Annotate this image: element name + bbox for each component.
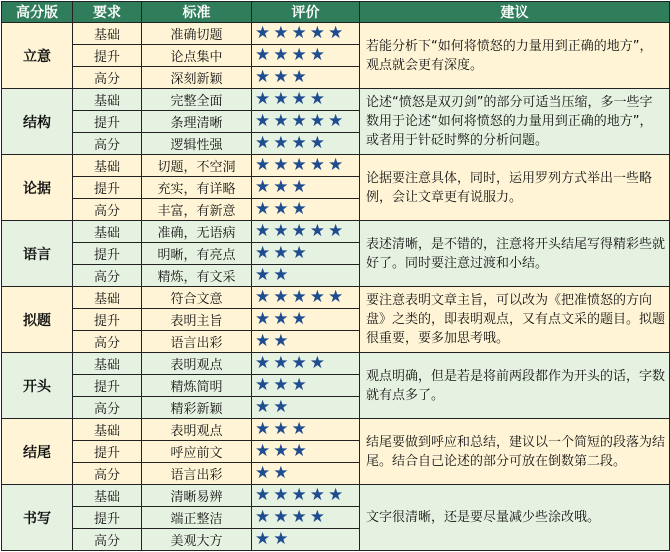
level-cell: 提升 [73, 507, 142, 529]
star-icon: ★ [255, 155, 271, 175]
star-icon: ★ [273, 309, 289, 329]
rating-cell [252, 441, 360, 463]
category-cell: 结构 [2, 89, 73, 155]
star-icon: ★ [309, 485, 325, 505]
standard-cell: 完整全面 [142, 89, 252, 111]
standard-cell: 条理清晰 [142, 111, 252, 133]
standard-cell: 表明观点 [142, 353, 252, 375]
star-icon: ★ [255, 111, 271, 131]
level-cell: 高分 [73, 199, 142, 221]
standard-cell: 切题，不空洞 [142, 155, 252, 177]
star-icon: ★ [291, 155, 307, 175]
star-icon: ★ [291, 353, 307, 373]
rating-cell [252, 331, 360, 353]
rating-cell [252, 111, 360, 133]
level-cell: 提升 [73, 375, 142, 397]
rating-cell [252, 507, 360, 529]
level-cell: 提升 [73, 177, 142, 199]
star-icon: ★ [309, 353, 325, 373]
star-icon: ★ [291, 89, 307, 109]
level-cell: 基础 [73, 155, 142, 177]
level-cell: 基础 [73, 485, 142, 507]
standard-cell: 精炼简明 [142, 375, 252, 397]
category-cell: 语言 [2, 221, 73, 287]
star-icon: ★ [291, 133, 307, 153]
star-icon: ★ [328, 287, 344, 307]
table-row [2, 221, 670, 243]
advice-cell: 论据要注意具体，同时，运用罗列方式举出一些略例，会让文章更有说服力。 [360, 155, 670, 221]
star-icon: ★ [309, 155, 325, 175]
star-icon: ★ [273, 45, 289, 65]
standard-cell: 符合文意 [142, 287, 252, 309]
star-icon: ★ [291, 243, 307, 263]
star-icon: ★ [255, 243, 271, 263]
standard-cell: 准确，无语病 [142, 221, 252, 243]
star-icon: ★ [273, 507, 289, 527]
star-icon: ★ [255, 441, 271, 461]
advice-cell: 结尾要做到呼应和总结，建议以一个简短的段落为结尾。结合自己论述的部分可放在倒数第二段。 [360, 419, 670, 485]
standard-cell: 清晰易辨 [142, 485, 252, 507]
star-icon: ★ [255, 287, 271, 307]
standard-cell: 深刻新颖 [142, 67, 252, 89]
star-icon: ★ [291, 375, 307, 395]
star-icon: ★ [255, 353, 271, 373]
category-cell: 书写 [2, 485, 73, 551]
level-cell: 高分 [73, 331, 142, 353]
rating-cell [252, 45, 360, 67]
level-cell: 基础 [73, 221, 142, 243]
star-icon: ★ [291, 441, 307, 461]
level-cell: 提升 [73, 441, 142, 463]
rating-cell [252, 309, 360, 331]
star-icon: ★ [255, 67, 271, 87]
level-cell: 基础 [73, 23, 142, 45]
level-cell: 基础 [73, 89, 142, 111]
star-icon: ★ [291, 309, 307, 329]
table-body [2, 23, 670, 551]
standard-cell: 呼应前文 [142, 441, 252, 463]
table-row [2, 89, 670, 111]
star-icon: ★ [309, 111, 325, 131]
star-icon: ★ [328, 155, 344, 175]
star-icon: ★ [255, 507, 271, 527]
header-standard: 标准 [142, 2, 252, 23]
star-icon: ★ [328, 111, 344, 131]
rating-cell [252, 485, 360, 507]
star-icon: ★ [255, 463, 271, 483]
star-icon: ★ [273, 529, 289, 549]
star-icon: ★ [273, 111, 289, 131]
standard-cell: 端正整洁 [142, 507, 252, 529]
level-cell: 提升 [73, 309, 142, 331]
star-icon: ★ [328, 485, 344, 505]
advice-cell: 要注意表明文章主旨，可以改为《把准愤怒的方向盘》之类的，即表明观点，又有点文采的题目。拟题很重要，要多加思考哦。 [360, 287, 670, 353]
star-icon: ★ [273, 463, 289, 483]
standard-cell: 表明观点 [142, 419, 252, 441]
table-row [2, 419, 670, 441]
star-icon: ★ [255, 199, 271, 219]
rating-cell [252, 177, 360, 199]
category-cell: 拟题 [2, 287, 73, 353]
star-icon: ★ [255, 133, 271, 153]
evaluation-table [1, 1, 670, 551]
star-icon: ★ [273, 23, 289, 43]
star-icon: ★ [291, 177, 307, 197]
category-cell: 结尾 [2, 419, 73, 485]
star-icon: ★ [273, 177, 289, 197]
level-cell: 基础 [73, 287, 142, 309]
star-icon: ★ [273, 287, 289, 307]
standard-cell: 准确切题 [142, 23, 252, 45]
table-row [2, 485, 670, 507]
star-icon: ★ [309, 89, 325, 109]
header-requirement: 要求 [73, 2, 142, 23]
category-cell: 论据 [2, 155, 73, 221]
header-version: 高分版 [2, 2, 73, 23]
table-row [2, 23, 670, 45]
advice-cell: 论述“愤怒是双刃剑”的部分可适当压缩，多一些字数用于论述“如何将愤怒的力量用到正确的地方”，或者用于针砭时弊的分析问题。 [360, 89, 670, 155]
standard-cell: 表明主旨 [142, 309, 252, 331]
star-icon: ★ [273, 89, 289, 109]
category-cell: 立意 [2, 23, 73, 89]
advice-cell: 文字很清晰，还是要尽量减少些涂改哦。 [360, 485, 670, 551]
star-icon: ★ [273, 353, 289, 373]
star-icon: ★ [255, 309, 271, 329]
table-row [2, 155, 670, 177]
star-icon: ★ [255, 89, 271, 109]
star-icon: ★ [291, 111, 307, 131]
star-icon: ★ [291, 419, 307, 439]
star-icon: ★ [255, 397, 271, 417]
table-row [2, 287, 670, 309]
standard-cell: 精彩新颖 [142, 397, 252, 419]
rating-cell [252, 23, 360, 45]
star-icon: ★ [255, 23, 271, 43]
standard-cell: 逻辑性强 [142, 133, 252, 155]
star-icon: ★ [309, 23, 325, 43]
star-icon: ★ [328, 23, 344, 43]
star-icon: ★ [309, 507, 325, 527]
rating-cell [252, 353, 360, 375]
rating-cell [252, 529, 360, 551]
star-icon: ★ [273, 441, 289, 461]
star-icon: ★ [309, 45, 325, 65]
level-cell: 高分 [73, 463, 142, 485]
advice-cell: 观点明确，但是若是将前两段都作为开头的话，字数就有点多了。 [360, 353, 670, 419]
star-icon: ★ [255, 419, 271, 439]
star-icon: ★ [273, 375, 289, 395]
rating-cell [252, 397, 360, 419]
rating-cell [252, 287, 360, 309]
star-icon: ★ [255, 177, 271, 197]
rating-cell [252, 199, 360, 221]
star-icon: ★ [255, 485, 271, 505]
star-icon: ★ [291, 507, 307, 527]
level-cell: 高分 [73, 397, 142, 419]
star-icon: ★ [255, 45, 271, 65]
standard-cell: 充实，有详略 [142, 177, 252, 199]
rating-cell [252, 89, 360, 111]
star-icon: ★ [291, 67, 307, 87]
star-icon: ★ [291, 45, 307, 65]
star-icon: ★ [273, 397, 289, 417]
header-row [2, 2, 670, 23]
category-cell: 开头 [2, 353, 73, 419]
rating-cell [252, 265, 360, 287]
star-icon: ★ [273, 265, 289, 285]
rating-cell [252, 221, 360, 243]
standard-cell: 明晰，有亮点 [142, 243, 252, 265]
star-icon: ★ [273, 67, 289, 87]
rating-cell [252, 375, 360, 397]
star-icon: ★ [273, 419, 289, 439]
star-icon: ★ [255, 529, 271, 549]
star-icon: ★ [291, 23, 307, 43]
advice-cell: 表述清晰，是不错的，注意将开头结尾写得精彩些就好了。同时要注意过渡和小结。 [360, 221, 670, 287]
level-cell: 高分 [73, 265, 142, 287]
star-icon: ★ [273, 485, 289, 505]
star-icon: ★ [273, 243, 289, 263]
star-icon: ★ [255, 331, 271, 351]
star-icon: ★ [291, 485, 307, 505]
standard-cell: 丰富，有新意 [142, 199, 252, 221]
star-icon: ★ [273, 221, 289, 241]
level-cell: 高分 [73, 133, 142, 155]
standard-cell: 精炼，有文采 [142, 265, 252, 287]
rating-cell [252, 133, 360, 155]
star-icon: ★ [309, 221, 325, 241]
star-icon: ★ [291, 287, 307, 307]
standard-cell: 语言出彩 [142, 463, 252, 485]
level-cell: 高分 [73, 529, 142, 551]
level-cell: 基础 [73, 419, 142, 441]
star-icon: ★ [328, 221, 344, 241]
rating-cell [252, 419, 360, 441]
level-cell: 提升 [73, 243, 142, 265]
rating-cell [252, 243, 360, 265]
star-icon: ★ [309, 287, 325, 307]
star-icon: ★ [291, 221, 307, 241]
star-icon: ★ [255, 221, 271, 241]
table-row [2, 353, 670, 375]
star-icon: ★ [291, 199, 307, 219]
star-icon: ★ [255, 265, 271, 285]
star-icon: ★ [273, 331, 289, 351]
standard-cell: 美观大方 [142, 529, 252, 551]
level-cell: 基础 [73, 353, 142, 375]
star-icon: ★ [273, 199, 289, 219]
rating-cell [252, 67, 360, 89]
star-icon: ★ [273, 133, 289, 153]
level-cell: 提升 [73, 111, 142, 133]
standard-cell: 论点集中 [142, 45, 252, 67]
star-icon: ★ [309, 133, 325, 153]
standard-cell: 语言出彩 [142, 331, 252, 353]
header-rating: 评价 [252, 2, 360, 23]
rating-cell [252, 155, 360, 177]
advice-cell: 若能分析下“如何将愤怒的力量用到正确的地方”，观点就会更有深度。 [360, 23, 670, 89]
rating-cell [252, 463, 360, 485]
level-cell: 提升 [73, 45, 142, 67]
level-cell: 高分 [73, 67, 142, 89]
star-icon: ★ [255, 375, 271, 395]
header-advice: 建议 [360, 2, 670, 23]
star-icon: ★ [273, 155, 289, 175]
